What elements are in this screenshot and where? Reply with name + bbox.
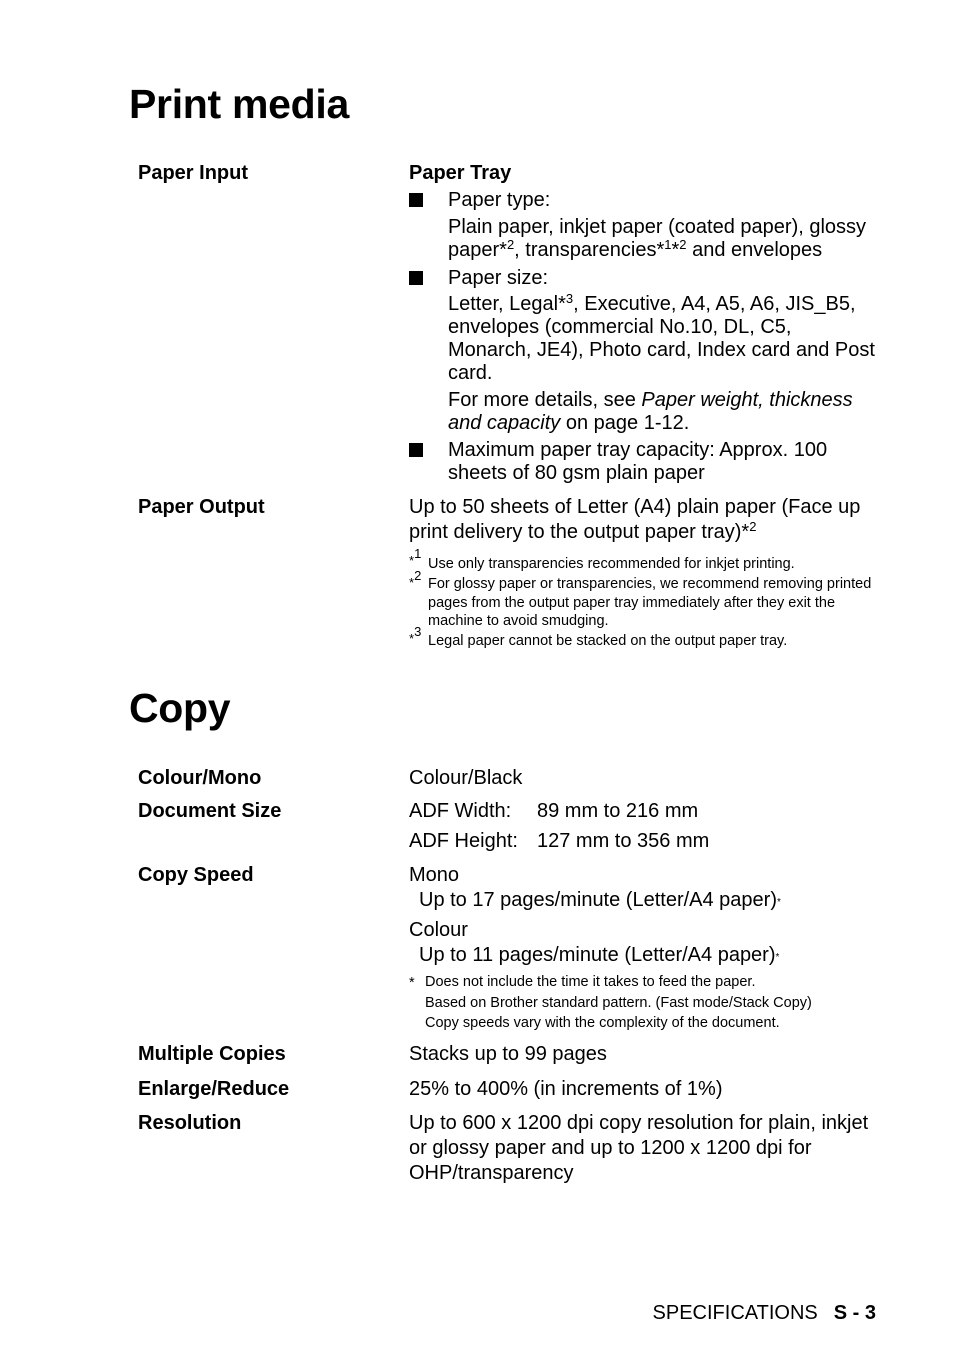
label-colour-mono: Colour/Mono — [138, 767, 262, 789]
adf-height-label: ADF Height: — [409, 830, 518, 852]
colour-mono-value: Colour/Black — [409, 767, 523, 789]
footnote-mark: *$^2$ — [409, 568, 422, 590]
label-resolution: Resolution — [138, 1112, 242, 1134]
paper-capacity: Maximum paper tray capacity: Approx. 100 sheets of 80 gsm plain paper — [448, 439, 828, 484]
copy-speed-note: Does not include the time it takes to feed the paper. Based on Brother standard pattern. (Fast mode/Stack Copy) Copy speeds vary with the complexity of the document. — [425, 974, 812, 1031]
bullet-square-icon — [409, 271, 423, 285]
footer-section: SPECIFICATIONS — [652, 1302, 818, 1324]
section-title-copy: Copy — [129, 685, 231, 731]
page-number: S - 3 — [833, 1302, 876, 1324]
label-paper-output: Paper Output — [138, 496, 265, 518]
footnote-text: For glossy paper or transparencies, we recommend removing printed pages from the output paper tray immediately after they exit the machine to avoid smudging. — [428, 576, 872, 629]
paper-size-value: Letter, Legal*$^3$, Executive, A4, A5, A6, JIS_B5, envelopes (commercial No.10, DL, C5, Monarch, JE4), Photo card, Index card and Post card. — [448, 291, 875, 384]
label-enlarge-reduce: Enlarge/Reduce — [138, 1078, 290, 1100]
adf-width-label: ADF Width: — [409, 800, 512, 822]
resolution-value: Up to 600 x 1200 dpi copy resolution for plain, inkjet or glossy paper and up to 1200 x 1200 dpi for OHP/transparency — [409, 1112, 869, 1184]
adf-height-value: 127 mm to 356 mm — [537, 830, 710, 852]
label-multiple-copies: Multiple Copies — [138, 1043, 286, 1065]
copy-speed-mono-label: Mono — [409, 864, 460, 886]
paper-output-value: Up to 50 sheets of Letter (A4) plain paper (Face up print delivery to the output paper tray)*$^2$ — [409, 496, 861, 543]
footnote-mark: *$^3$ — [409, 624, 422, 646]
paper-tray-heading: Paper Tray — [409, 162, 512, 184]
copy-speed-colour-label: Colour — [409, 919, 468, 941]
page-footer — [653, 1300, 876, 1326]
label-paper-input: Paper Input — [138, 162, 249, 184]
paper-size-label: Paper size: — [448, 267, 549, 289]
enlarge-reduce-value: 25% to 400% (in increments of 1%) — [409, 1078, 723, 1100]
paper-details-note: For more details, see Paper weight, thickness and capacity on page 1-12. — [448, 389, 853, 434]
footnote-text: Use only transparencies recommended for inkjet printing. — [428, 556, 795, 572]
footnote-text: Legal paper cannot be stacked on the output paper tray. — [428, 633, 788, 649]
copy-speed-note-mark: * — [409, 975, 415, 991]
copy-speed-colour-value: Up to 11 pages/minute (Letter/A4 paper)* — [419, 944, 780, 966]
bullet-square-icon — [409, 193, 423, 207]
adf-width-value: 89 mm to 216 mm — [537, 800, 699, 822]
footnote-mark: *$^1$ — [409, 546, 422, 568]
paper-type-label: Paper type: — [448, 189, 551, 211]
label-document-size: Document Size — [138, 800, 282, 822]
bullet-square-icon — [409, 443, 423, 457]
section-title-print-media: Print media — [129, 81, 349, 127]
copy-speed-mono-value: Up to 17 pages/minute (Letter/A4 paper)* — [419, 889, 781, 911]
multiple-copies-value: Stacks up to 99 pages — [409, 1043, 607, 1065]
label-copy-speed: Copy Speed — [138, 864, 254, 886]
paper-type-value: Plain paper, inkjet paper (coated paper), glossy paper*$^2$, transparencies*$^1$*$^2$ and envelopes — [448, 216, 867, 261]
